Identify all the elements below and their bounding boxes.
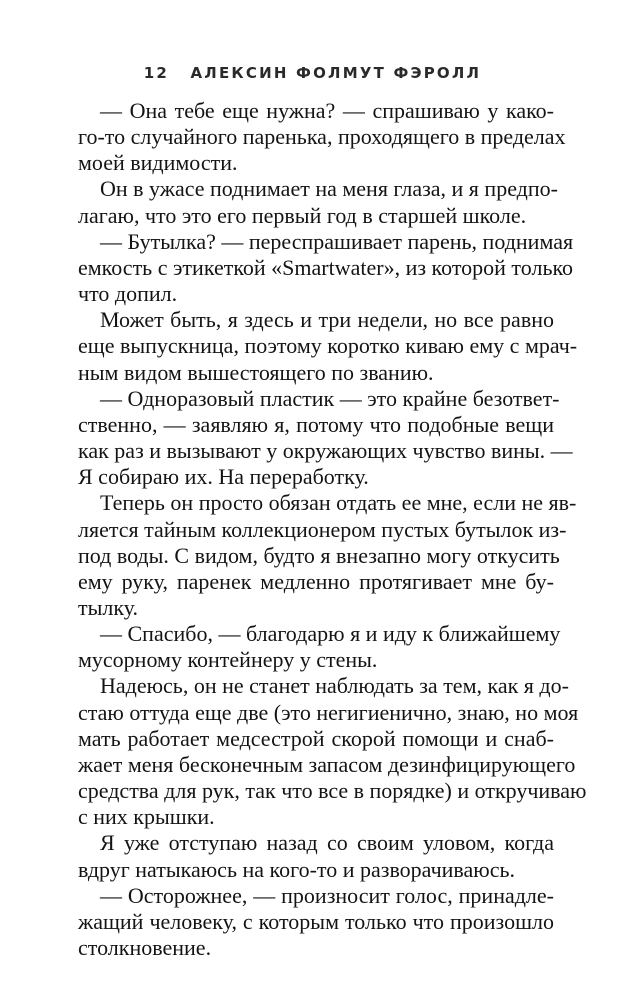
text-line: ным видом вышестоящего по званию. bbox=[78, 359, 434, 385]
text-line: с них крышки. bbox=[78, 804, 215, 830]
text-line: Может быть, я здесь и три недели, но все равно bbox=[100, 307, 554, 333]
paragraph bbox=[78, 176, 558, 228]
text-line: ляется тайным коллекционером пустых бутылок из- bbox=[78, 516, 567, 542]
paragraph bbox=[78, 98, 566, 176]
text-line: — Осторожнее, — произносит голос, принадле- bbox=[100, 882, 554, 908]
paragraph bbox=[78, 490, 577, 621]
text-line: емкость с этикеткой «Smartwater», из которой только bbox=[78, 254, 574, 280]
text-line: — Бутылка? — переспрашивает парень, поднимая bbox=[100, 228, 574, 254]
paragraph bbox=[78, 673, 587, 830]
paragraph bbox=[78, 385, 573, 491]
text-line: го-то случайного паренька, проходящего в пределах bbox=[78, 124, 566, 150]
page-number: 12 bbox=[143, 64, 170, 82]
text-line: Я уже отступаю назад со своим уловом, когда bbox=[100, 830, 554, 856]
text-line: — Спасибо, — благодарю я и иду к ближайшему bbox=[100, 621, 561, 647]
text-line: ственно, — заявляю я, потому что подобные вещи bbox=[78, 411, 554, 437]
text-line: лагаю, что это его первый год в старшей школе. bbox=[78, 202, 527, 228]
text-line: Надеюсь, он не станет наблюдать за тем, как я до- bbox=[100, 673, 569, 699]
text-line: что допил. bbox=[78, 281, 178, 307]
text-line: жает меня бесконечным запасом дезинфицирующего bbox=[78, 751, 576, 777]
text-line: стаю оттуда еще две (это негигиенично, знаю, но моя bbox=[78, 699, 579, 725]
text-line: жащий человеку, с которым только что произошло bbox=[78, 908, 554, 934]
paragraph bbox=[78, 830, 554, 882]
text-line: Он в ужасе поднимает на меня глаза, и я предпо- bbox=[100, 176, 558, 202]
text-line: мать работает медсестрой скорой помощи и снаб- bbox=[78, 725, 554, 751]
paragraph bbox=[78, 621, 561, 673]
text-line: столкновение. bbox=[78, 935, 212, 960]
running-head-author: АЛЕКСИН ФОЛМУТ ФЭРОЛЛ bbox=[190, 64, 482, 82]
text-line: ему руку, паренек медленно протягивает мне бу- bbox=[78, 568, 554, 594]
text-line: Я собираю их. На переработку. bbox=[78, 464, 369, 490]
text-line: как раз и вызывают у окружающих чувство вины. — bbox=[78, 438, 573, 464]
text-line: — Она тебе еще нужна? — спрашиваю у како- bbox=[100, 98, 554, 123]
text-line: — Одноразовый пластик — это крайне безответ- bbox=[100, 385, 560, 411]
paragraph bbox=[78, 883, 554, 961]
paragraph bbox=[78, 228, 574, 307]
text-line: вдруг натыкаюсь на кого-то и разворачиваюсь. bbox=[78, 856, 516, 882]
text-line: под воды. С видом, будто я внезапно могу откусить bbox=[78, 542, 560, 568]
text-line: мусорному контейнеру у стены. bbox=[78, 647, 378, 673]
text-line: тылку. bbox=[78, 594, 139, 620]
text-line: еще выпускница, поэтому коротко киваю ему с мрач- bbox=[78, 333, 578, 359]
paragraph bbox=[78, 307, 578, 385]
text-line: Теперь он просто обязан отдать ее мне, если не яв- bbox=[100, 490, 577, 516]
text-line: средства для рук, так что все в порядке) и откручиваю bbox=[78, 778, 587, 804]
body-text bbox=[78, 98, 587, 961]
text-line: моей видимости. bbox=[78, 150, 238, 176]
running-head bbox=[0, 64, 625, 82]
